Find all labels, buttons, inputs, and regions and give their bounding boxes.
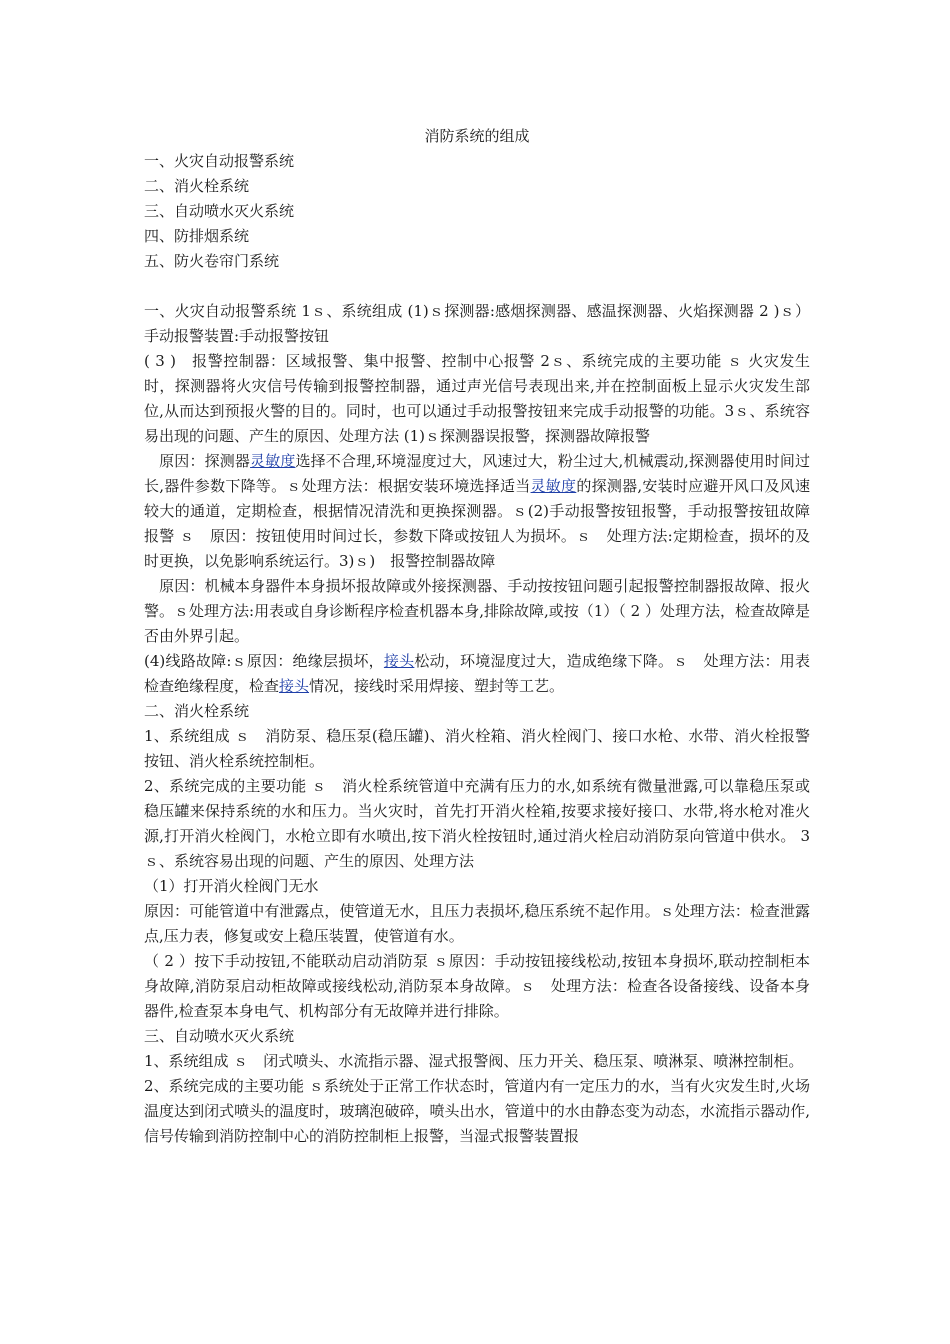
text-run: (4)线路故障:ｓ原因：绝缘层损坏， [144,652,384,670]
toc-item: 一、火灾自动报警系统 [144,152,295,170]
paragraph [144,574,810,649]
document-body [144,299,810,1149]
paragraph [144,1049,810,1074]
paragraph [144,949,810,1024]
text-run: 二、消火栓系统 [144,702,250,720]
toc-item: 二、消火栓系统 [144,177,250,195]
paragraph [144,349,810,449]
text-run: 2、系统完成的主要功能 ｓ系统处于正常工作状态时，管道内有一定压力的水，当有火灾发生时,火场温度达到闭式喷头的温度时，玻璃泡破碎，喷头出水，管道中的水由静态变为动态，水流指示器动作,信号传输到消防控制中心的消防控制柜上报警，当湿式报警装置报 [144,1077,810,1145]
text-run: 松动，环境湿度过大，造成绝缘下降。ｓ 处理方法：用表检查绝缘程度，检查 [144,652,810,695]
text-run: 选择不合理,环境湿度过大，风速过大，粉尘过大,机械震动,探测器使用时间过长,器件参数下降等。ｓ处理方法：根据安装环境选择适当 [144,452,810,495]
text-run: （ 2 ）按下手动按钮,不能联动启动消防泵 ｓ原因：手动按钮接线松动,按钮本身损坏,联动控制柜本身故障,消防泵启动柜故障或接线松动,消防泵本身故障。ｓ 处理方法：检查各设备接线、设备本身器件,检查泵本身电气、机构部分有无故障并进行排除。 [144,952,810,1020]
text-run: 原因：探测器 [144,452,251,470]
table-of-contents [144,149,810,274]
keyword-link[interactable]: 接头 [383,652,415,670]
paragraph [144,774,810,874]
text-run: 1、系统组成 ｓ 消防泵、稳压泵(稳压罐)、消火栓箱、消火栓阀门、接口水枪、水带、消火栓报警按钮、消火栓系统控制柜。 [144,727,810,770]
document-title: 消防系统的组成 [424,127,530,145]
text-run: 三、自动喷水灭火系统 [144,1027,295,1045]
paragraph [144,649,810,699]
document-page [144,124,810,1149]
text-run: 1、系统组成 ｓ 闭式喷头、水流指示器、湿式报警阀、压力开关、稳压泵、喷淋泵、喷淋控制柜。 [144,1052,804,1070]
text-run: （1）打开消火栓阀门无水 [144,877,319,895]
text-run: 的探测器,安装时应避开风口及风速较大的通道，定期检查，根据情况清洗和更换探测器。ｓ(2)手动报警按钮报警，手动报警按钮故障报警 ｓ 原因：按钮使用时间过长，参数下降或按钮人为损坏。ｓ 处理方法:定期检查，损坏的及时更换，以免影响系统运行。3)ｓ) 报警控制器故障 [144,477,810,570]
paragraph [144,449,810,574]
paragraph [144,1074,810,1149]
toc-item: 五、防火卷帘门系统 [144,252,280,270]
paragraph [144,724,810,774]
paragraph [144,874,810,899]
text-run: 原因：机械本身器件本身损坏报故障或外接探测器、手动按按钮问题引起报警控制器报故障、报火警。ｓ处理方法:用表或自身诊断程序检查机器本身,排除故障,或按（1）（ 2 ）处理方法，检查故障是否由外界引起。 [144,577,810,645]
text-run: 2、系统完成的主要功能 ｓ 消火栓系统管道中充满有压力的水,如系统有微量泄露,可以靠稳压泵或稳压罐来保持系统的水和压力。当火灾时，首先打开消火栓箱,按要求接好接口、水带,将水枪对准火源,打开消火栓阀门，水枪立即有水喷出,按下消火栓按钮时,通过消火栓启动消防泵向管道中供水。 3 ｓ、系统容易出现的问题、产生的原因、处理方法 [144,777,810,870]
keyword-link[interactable]: 灵敏度 [530,477,577,495]
paragraph [144,299,810,349]
text-run: 情况，接线时采用焊接、塑封等工艺。 [309,677,565,695]
keyword-link[interactable]: 灵敏度 [250,452,296,470]
text-run: ( 3 ) 报警控制器：区域报警、集中报警、控制中心报警 2ｓ、系统完成的主要功能 ｓ 火灾发生时，探测器将火灾信号传输到报警控制器，通过声光信号表现出来,并在控制面板上显示火灾发生部位,从而达到预报火警的目的。同时，也可以通过手动报警按钮来完成手动报警的功能。3ｓ、系统容易出现的问题、产生的原因、处理方法 (1)ｓ探测器误报警，探测器故障报警 [144,352,810,445]
blank-line [144,274,810,299]
paragraph [144,899,810,949]
toc-item: 四、防排烟系统 [144,227,250,245]
paragraph [144,1024,810,1049]
paragraph [144,699,810,724]
keyword-link[interactable]: 接头 [279,677,310,695]
toc-item: 三、自动喷水灭火系统 [144,202,295,220]
text-run: 一、火灾自动报警系统 1ｓ、系统组成 (1)ｓ探测器:感烟探测器、感温探测器、火焰探测器 2 )ｓ）手动报警装置:手动报警按钮 [144,302,810,345]
text-run: 原因：可能管道中有泄露点，使管道无水，且压力表损坏,稳压系统不起作用。ｓ处理方法：检查泄露点,压力表，修复或安上稳压装置，使管道有水。 [144,902,810,945]
